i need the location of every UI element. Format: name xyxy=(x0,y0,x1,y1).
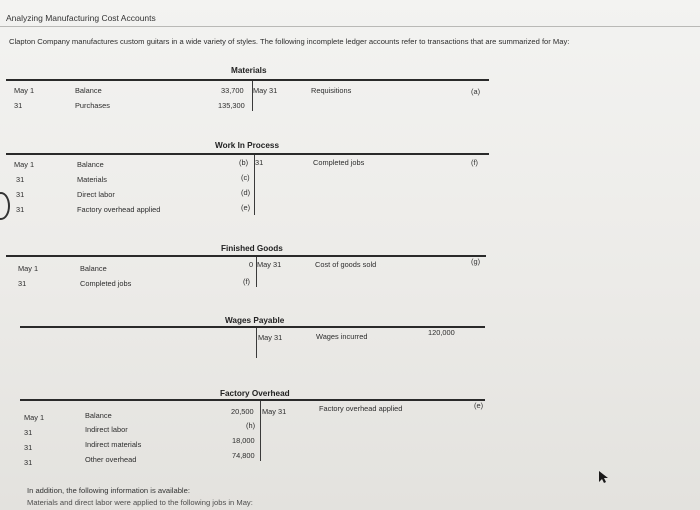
credit-date: 31 xyxy=(255,158,264,167)
problem-intro: Clapton Company manufactures custom guitars in a wide variety of styles. The following incomplete ledger accounts refer to transactions that are summarized for May: xyxy=(9,37,570,46)
cursor-arrow-icon xyxy=(598,470,610,484)
account-title-wages-payable: Wages Payable xyxy=(225,316,285,325)
info-note-materials: Materials and direct labor were applied to the following jobs in May: xyxy=(27,498,253,507)
answer-field-c[interactable]: (c) xyxy=(241,173,250,182)
debit-date: 31 xyxy=(24,458,33,467)
debit-date: 31 xyxy=(14,101,23,110)
debit-label: Direct labor xyxy=(77,190,115,199)
debit-date: 31 xyxy=(24,428,33,437)
debit-label: Balance xyxy=(77,160,104,169)
credit-date: May 31 xyxy=(258,333,283,342)
debit-label: Materials xyxy=(77,175,107,184)
t-account-divider xyxy=(260,401,261,461)
debit-date: 31 xyxy=(16,175,25,184)
answer-field-e[interactable]: (e) xyxy=(474,401,484,410)
debit-date: 31 xyxy=(16,190,25,199)
title-divider xyxy=(0,26,700,27)
debit-date: 31 xyxy=(18,279,27,288)
debit-date: May 1 xyxy=(24,413,45,422)
t-account-rule xyxy=(20,326,485,328)
answer-field-e[interactable]: (e) xyxy=(241,203,251,212)
debit-label: Indirect materials xyxy=(85,440,142,449)
credit-label: Cost of goods sold xyxy=(315,260,377,269)
page-title: Analyzing Manufacturing Cost Accounts xyxy=(6,13,156,23)
t-account-rule xyxy=(20,399,485,401)
credit-amount: 120,000 xyxy=(428,328,455,337)
credit-label: Completed jobs xyxy=(313,158,365,167)
debit-date: 31 xyxy=(24,443,33,452)
answer-field-a[interactable]: (a) xyxy=(471,87,481,96)
account-title-materials: Materials xyxy=(231,66,267,75)
credit-label: Factory overhead applied xyxy=(319,404,403,413)
account-title-finished-goods: Finished Goods xyxy=(221,244,283,253)
answer-field-g[interactable]: (g) xyxy=(471,257,481,266)
debit-date: 31 xyxy=(16,205,25,214)
debit-label: Indirect labor xyxy=(85,425,128,434)
account-title-wip: Work In Process xyxy=(215,141,280,150)
debit-label: Other overhead xyxy=(85,455,137,464)
debit-date: May 1 xyxy=(14,86,35,95)
answer-field-h[interactable]: (h) xyxy=(246,421,256,430)
answer-field-f[interactable]: (f) xyxy=(471,158,478,167)
left-edge-artifact xyxy=(0,192,10,220)
answer-field-b[interactable]: (b) xyxy=(239,158,249,167)
debit-date: May 1 xyxy=(18,264,39,273)
credit-label: Requisitions xyxy=(311,86,352,95)
answer-field-d[interactable]: (d) xyxy=(241,188,251,197)
t-account-rule xyxy=(6,153,489,155)
debit-label: Purchases xyxy=(75,101,110,110)
debit-amount: 33,700 xyxy=(221,86,244,95)
debit-amount: 74,800 xyxy=(232,451,255,460)
answer-field-f[interactable]: (f) xyxy=(243,277,250,286)
credit-label: Wages incurred xyxy=(316,332,368,341)
debit-label: Completed jobs xyxy=(80,279,132,288)
credit-date: May 31 xyxy=(253,86,278,95)
debit-label: Balance xyxy=(85,411,112,420)
credit-date: May 31 xyxy=(257,260,282,269)
debit-label: Balance xyxy=(80,264,107,273)
account-title-factory-overhead: Factory Overhead xyxy=(220,389,290,398)
debit-amount: 0 xyxy=(249,260,254,269)
debit-amount: 20,500 xyxy=(231,407,254,416)
t-account-rule xyxy=(6,79,489,81)
debit-amount: 135,300 xyxy=(218,101,245,110)
debit-amount: 18,000 xyxy=(232,436,255,445)
credit-date: May 31 xyxy=(262,407,287,416)
debit-date: May 1 xyxy=(14,160,35,169)
debit-label: Balance xyxy=(75,86,102,95)
t-account-divider xyxy=(256,328,257,358)
debit-label: Factory overhead applied xyxy=(77,205,161,214)
t-account-rule xyxy=(6,255,486,257)
info-note: In addition, the following information is available: xyxy=(27,486,190,495)
